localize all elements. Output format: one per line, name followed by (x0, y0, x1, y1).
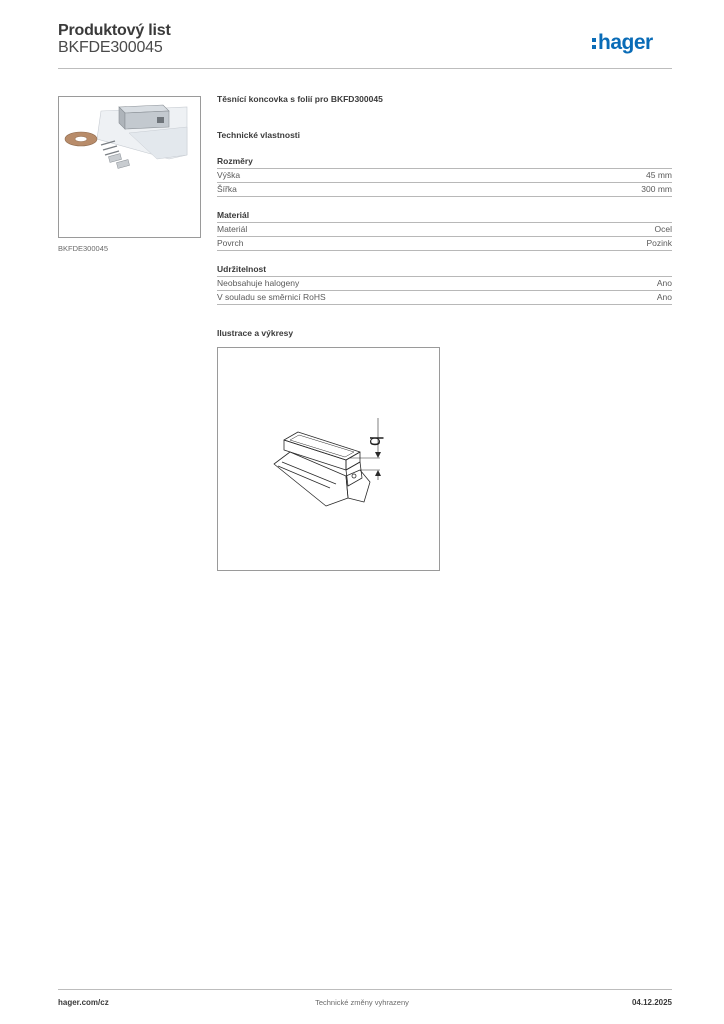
svg-text:hager: hager (598, 31, 653, 54)
property-value: Ocel (654, 224, 672, 234)
image-caption: BKFDE300045 (58, 244, 109, 253)
property-label: Materiál (217, 224, 248, 234)
property-value: Ano (656, 278, 672, 288)
property-value: 45 mm (646, 170, 672, 180)
row-divider (217, 250, 672, 251)
header-divider (58, 68, 672, 69)
footer-divider (58, 989, 672, 990)
property-row-rohs (217, 291, 672, 304)
illustrations-heading: Ilustrace a výkresy (217, 328, 294, 338)
product-code: BKFDE300045 (58, 39, 163, 56)
property-label: Neobsahuje halogeny (217, 278, 300, 288)
hager-logo-icon (592, 30, 672, 56)
sealing-end-cap-product-photo (59, 97, 200, 237)
dimension-label: b (366, 436, 386, 447)
technical-drawing (217, 347, 440, 571)
property-label: Šířka (217, 184, 237, 194)
property-row-halogen-free (217, 277, 672, 290)
page-header (58, 22, 672, 68)
sustainability-heading: Udržitelnost (217, 264, 267, 274)
property-row-material (217, 223, 672, 236)
property-row-surface (217, 237, 672, 250)
technical-properties-heading: Technické vlastnosti (217, 130, 300, 140)
property-value: 300 mm (641, 184, 672, 194)
footer-website: hager.com/cz (58, 998, 109, 1007)
dimensions-heading: Rozměry (217, 156, 253, 166)
property-value: Pozink (646, 238, 672, 248)
footer-date: 04.12.2025 (631, 998, 672, 1007)
property-label: Povrch (217, 238, 244, 248)
product-name: Těsnící koncovka s folií pro BKFD300045 (217, 94, 383, 104)
property-label: V souladu se směrnicí RoHS (217, 292, 326, 302)
technical-drawing-icon (218, 348, 439, 570)
property-label: Výška (217, 170, 241, 180)
row-divider (217, 196, 672, 197)
footer-note: Technické změny vyhrazeny (315, 998, 409, 1007)
page-title: Produktový list (58, 22, 171, 39)
property-value: Ano (656, 292, 672, 302)
property-row-width (217, 183, 672, 196)
product-image (58, 96, 201, 238)
row-divider (217, 304, 672, 305)
material-heading: Materiál (217, 210, 250, 220)
property-row-height (217, 169, 672, 182)
